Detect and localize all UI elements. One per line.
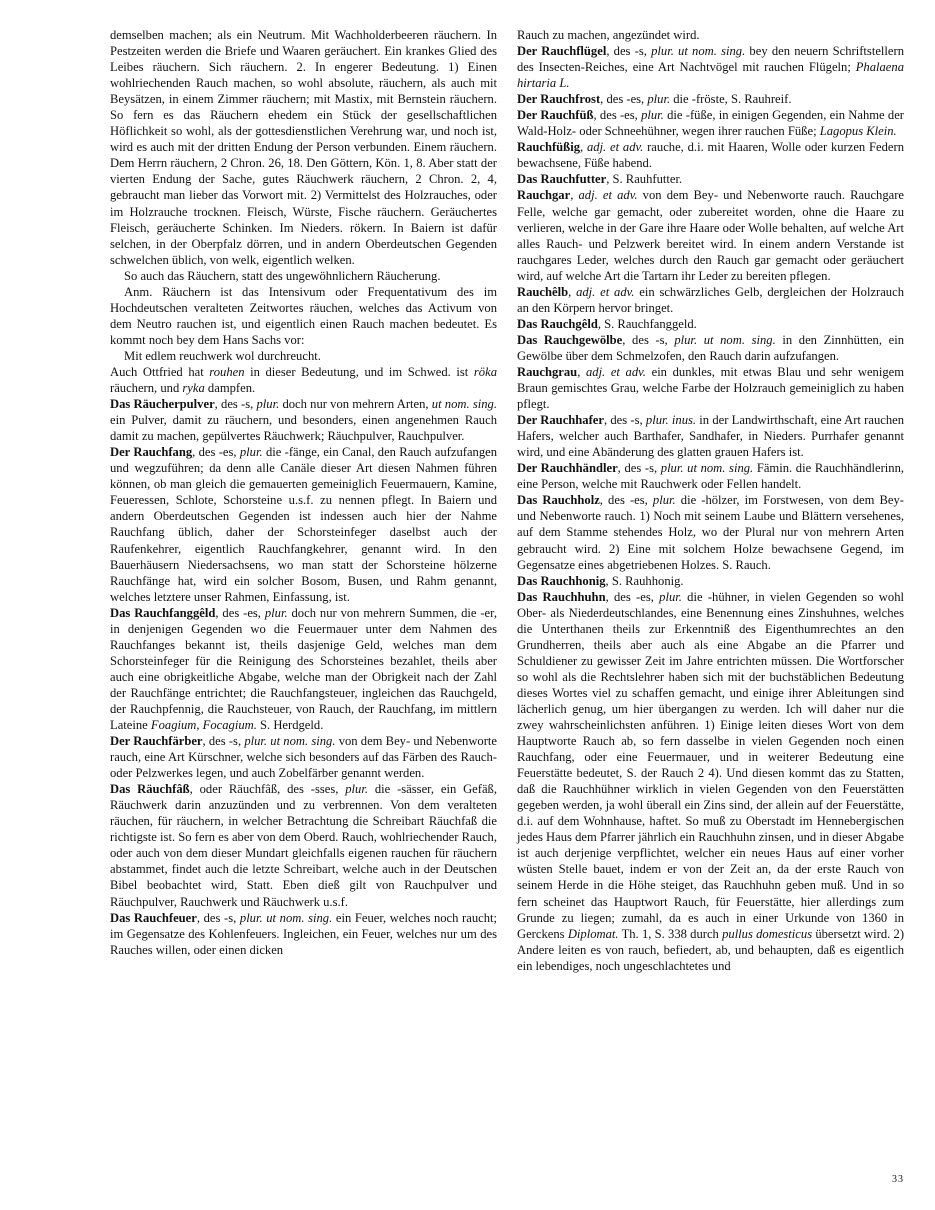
dictionary-entry: Der Rauchhändler, des -s, plur. ut nom. sing. Fämin. die Rauchhändlerinn, eine Person, welche mit Rauchwerk oder Fellen handelt. [517,461,905,492]
entry-headword: Das Räuchfâß [110,782,190,797]
entry-headword: Das Rauchhonig [517,573,606,588]
paragraph: Rauch zu machen, angezündet wird. [517,28,700,42]
entry-headword: Das Rauchfeuer [110,910,197,925]
entry-headword: Das Rauchholz [517,493,600,508]
dictionary-entry: Das Rauchfanggêld, des -es, plur. doch nur von mehrern Summen, die -er, in denjenigen Gegenden wo die Feuermauer unter dem Nahmen des Rauchfanges bekannt ist, theils dasjenige Geld, welches man dem Schorsteinfeger für die Reinigung des Schorsteines bezahlet, theils aber auch eine obrigkeitliche Abgabe, welche man der Obrigkeit nach der Zahl der Rauchfänge entrichtet; die Rauchfangsteuer, ingleichen das Rauchgeld, der Rauchpfennig, die Rauchsteuer, von Rauch, der Rauchfang, im mittlern Lateine Foagium, Focagium. S. Herdgeld. [110,605,497,733]
page-number: 33 [892,1174,904,1185]
entry-headword: Der Rauchfüß [517,108,594,123]
paragraph: Auch Ottfried hat rouhen in dieser Bedeutung, und im Schwed. ist röka räuchern, und ryka dampfen. [110,364,497,396]
right-column [517,27,904,974]
annotation-paragraph: Anm. Räuchern ist das Intensivum oder Frequentativum des im Hochdeutschen veralteten Zeitwortes räuchen, welches das Activum von dem Neutro rauchen ist, und eigentlich einen Rauch machen bedeutet. Es kommt noch bey dem Hans Sachs vor: [110,284,497,347]
dictionary-entry: Der Rauchhafer, des -s, plur. inus. in der Landwirthschaft, eine Art rauchen Hafers, welcher auch Barthafer, Sandhafer, in Nieders. Purrhafer genannt wird, und eine Abänderung des glatten grauen Hafers ist. [517,413,905,460]
dictionary-entry: Das Rauchhonig, S. Rauhhonig. [517,573,684,588]
dictionary-entry: Rauchgar, adj. et adv. von dem Bey- und Nebenworte rauch. Rauchgare Felle, welche gar gemacht, oder zubereitet worden, ohne die Haare zu verlieren, welche in der Gare ihre Haare oder Wolle behalten, auf welche Art alles Rauch- und Pelzwerk bereitet wird. In einem andern Verstande ist rauchgares Leder, welches durch den Rauch gar gemacht oder geräuchert wird, auf welche Art die Tartarn ihr Leder zu bereiten pflegen. [517,188,904,283]
dictionary-entry: Das Rauchfutter, S. Rauhfutter. [517,172,683,187]
dictionary-entry: Der Rauchfrost, des -es, plur. die -fröste, S. Rauhreif. [517,92,792,107]
entry-headword: Der Rauchfang [110,445,193,460]
dictionary-entry: Der Rauchflügel, des -s, plur. ut nom. sing. bey den neuern Schriftstellern des Insecten-Reiches, eine Art Nachtvögel mit rauchen Flügeln; Phalaena hirtaria L. [517,44,905,91]
entry-headword: Rauchgar [517,188,571,203]
dictionary-entry: Das Rauchfeuer, des -s, plur. ut nom. sing. ein Feuer, welches noch raucht; im Gegensatze des Kohlenfeuers. Ingleichen, ein Feuer, welches nur um des Rauches willen, oder einen dicken [110,910,498,957]
dictionary-entry: Das Rauchgêld, S. Rauchfanggeld. [517,316,697,331]
dictionary-entry: Der Rauchfüß, des -es, plur. die -füße, in einigen Gegenden, ein Nahme der Wald-Holz- oder Schneehühner, wegen ihrer rauchen Füße; Lagopus Klein. [517,108,904,139]
entry-headword: Das Rauchgêld [517,316,598,331]
dictionary-entry: Rauchgrau, adj. et adv. ein dunkles, mit etwas Blau und sehr wenigem Braun gemischtes Grau, welche Farbe der Holzrauch gemeiniglich zu haben pflegt. [517,364,905,412]
dictionary-entry: Das Rauchholz, des -es, plur. die -hölzer, im Forstwesen, von dem Bey- und Nebenworte rauch. 1) Noch mit seinem Laube und Blättern versehenes, auf dem Stamme stehendes Holz, wo der Plural nur von mehrern Arten gebraucht wird. 2) Eine mit solchem Holze bewachsene Gegend, im Gegensatze eines abgetriebenen Holzes. S. Rauch. [517,493,904,572]
dictionary-entry: Rauchfüßig, adj. et adv. rauche, d.i. mit Haaren, Wolle oder kurzen Federn bewachsene, Füße habend. [517,140,905,171]
quotation: Mit edlem reuchwerk wol durchreucht. [124,348,321,363]
entry-headword: Das Rauchgewölbe [517,332,623,347]
paragraph: So auch das Räuchern, statt des ungewöhnlichern Räucherung. [124,268,441,283]
dictionary-entry: Das Rauchhuhn, des -es, plur. die -hühner, in vielen Gegenden so wohl Ober- als Niederdeutschlandes, eine Benennung eines Zinshuhnes, welches die Unterthanen theils zur Erkenntniß des Eigenthumrechtes an den Grundherren, theils aber auch als eine Abgabe an die Pfarrer und Schuldiener zu gewisser Zeit im Jahre entrichten müssen. Die Wortforscher so wohl als die Rechtslehrer haben sich mit der buchstäblichen Bedeutung dieses Wortes viel zu schaffen gemacht, und einige ihrer Ableitungen sind lächerlich genug, um hier übergangen zu werden. Ich will daher nur die zwey wahrscheinlichsten anführen. 1) Einige leiten dieses Wort von dem Hauptworte Rauch ab, so fern dasselbe in vielen Gegenden noch einen Rauchfang, oder eine Feuermauer, und in weiterer Bedeutung eine Feuerstätte bedeutet, S. der Rauch 2 4). Und diesen kommt das zu Statten, daß die Rauchhühner wirklich in vielen Gegenden von den Feuerstätten gegeben werden, ja wohl überall ein Zins sind, der allein auf der Feuerstätte, d.i. auf dem Wohnhause, haftet. So muß zu Oberstadt im Hennebergischen jedes Haus dem Pfarrer jährlich ein Rauchhuhn zinsen, und in dieser Abgabe ist auch derjenige verpflichtet, welcher ein neues Haus auf einer vorher wüsten Stelle bauet, indem er von der Zeit an, da der erste Rauch von seinem Herde in die Höhe steiget, das Rauchhuhn geben muß. Und in so fern scheinet das Hauptwort Rauch, für Feuerstätte, hier allerdings zum Grunde zu liegen; zumahl, da es auch in einer Urkunde von 1360 in Gerckens Diplomat. Th. 1, S. 338 durch pullus domesticus übersetzt wird. 2) Andere leiten es von rauch, befiedert, ab, und behaupten, daß es eigentlich ein lebendiges, noch ungeschlachtetes und [517,589,905,973]
dictionary-entry: Der Rauchfang, des -es, plur. die -fänge, ein Canal, den Rauch aufzufangen und wegzuführen; da denn alle Canäle dieser Art diesen Nahmen führen können, ob man gleich die gemauerten gemeiniglich Feuermauern, Kamine, Feueressen, Schlote, Schorsteine u.s.f. zu nennen pflegt. In Baiern und andern Oberdeutschen Gegenden ist indessen auch hier der Nahme Rauchfang üblich, daher der Schorsteinfeger daselbst auch der Raufenkehrer, eigentlich Rauchfangkehrer, genannt wird. In den Bauerhäusern Niedersachsens, wo man statt der Schorsteine hölzerne Rauchfänge hat, wird ein solcher Bosom, Busen, und Rahm genannt, welches letztere unser Rahmen, Einfassung, ist. [110,445,498,604]
entry-headword: Der Rauchfrost [517,92,601,107]
entry-headword: Der Rauchhafer [517,413,604,428]
dictionary-entry: Das Räucherpulver, des -s, plur. doch nur von mehrern Arten, ut nom. sing. ein Pulver, damit zu räuchern, und besonders, einen angenehmen Rauch damit zu machen, gepülvertes Räuchwerk; Räuchpulver, Rauchpulver. [110,397,498,444]
paragraph: demselben machen; als ein Neutrum. Mit Wachholderbeeren räuchern. In Pestzeiten werden die Briefe und Waaren geräuchert. Ein krankes Glied des Leibes räuchern. Sich räuchern. 2. In engerer Bedeutung. 1) Einen wohlriechenden Rauch machen, so wohl absolute, räuchern, als auch mit Beysätzen, in einem Zimmer räuchern; mit Mastix, mit Bernstein räuchern. So fern es das Räuchern ehedem ein Stück der gesellschaftlichen Höflichkeit so wohl, als der gottesdienstlichen Verehrung war, und noch ist, wird es auch mit der dritten Endung der Person verbunden. Einem räuchern. Dem Herrn räuchern, 2 Chron. 26, 18. Den Göttern, Kön. 1, 8. Aber statt der vierten Endung der Sache, gutes Räuchwerk räuchern, 2 Chron. 2, 4, gebraucht man lieber das Vorwort mit. 2) Vermittelst des Holzrauches, oder im Holzrauche trocknen. Fleisch, Würste, Fische räuchern. Geräuchertes Fleisch, geräucherte Schinken. Im Nieders. rökern. In Baiern ist dafür selchen, in der Oberpfalz dörren, und in andern Oberdeutschen Gegenden schwelchen üblich, von welk, eigentlich welken. [110,28,497,267]
dictionary-entry: Rauchêlb, adj. et adv. ein schwärzliches Gelb, dergleichen der Holzrauch an den Körpern hervor bringet. [517,284,904,315]
entry-headword: Der Rauchhändler [517,461,618,476]
dictionary-entry: Das Rauchgewölbe, des -s, plur. ut nom. sing. in den Zinnhütten, ein Gewölbe über dem Schmelzofen, den Rauch darin aufzufangen. [517,332,905,363]
entry-headword: Rauchêlb [517,284,569,299]
entry-headword: Rauchgrau [517,364,578,379]
entry-headword: Das Rauchhuhn [517,589,606,604]
entry-headword: Das Räucherpulver [110,397,215,412]
dictionary-entry: Der Rauchfärber, des -s, plur. ut nom. sing. von dem Bey- und Nebenworte rauch, eine Art Kürschner, welche sich besonders auf das Färben des Rauch- oder Pelzwerkes legen, und auch Zobelfärber genannt werden. [110,734,498,781]
left-column [110,27,497,958]
entry-headword: Der Rauchflügel [517,44,607,59]
entry-headword: Rauchfüßig [517,140,580,155]
dictionary-entry: Das Räuchfâß, oder Räuchfâß, des -sses, plur. die -sässer, ein Gefäß, Räuchwerk darin anzuzünden und zu verbrennen. Von dem veralteten räuchen, für räuchern, in welcher Betrachtung die Schreibart Räuchfaß die richtigste ist. So fern es aber von dem Oberd. Rauch, wohlriechender Rauch, oder auch von dem dieser Mundart gleichfalls eigenen rauchen für räuchern abstammet, findet auch die letzte Schreibart, welche auch in der Deutschen Bibel beobachtet wird, Statt. Eben dieß gilt von Rauchpulver und Räuchpulver, Rauchwerk und Räuchwerk u.s.f. [110,782,497,909]
entry-headword: Das Rauchfutter [517,172,607,187]
entry-headword: Das Rauchfanggêld [110,605,216,620]
entry-headword: Der Rauchfärber [110,734,203,749]
